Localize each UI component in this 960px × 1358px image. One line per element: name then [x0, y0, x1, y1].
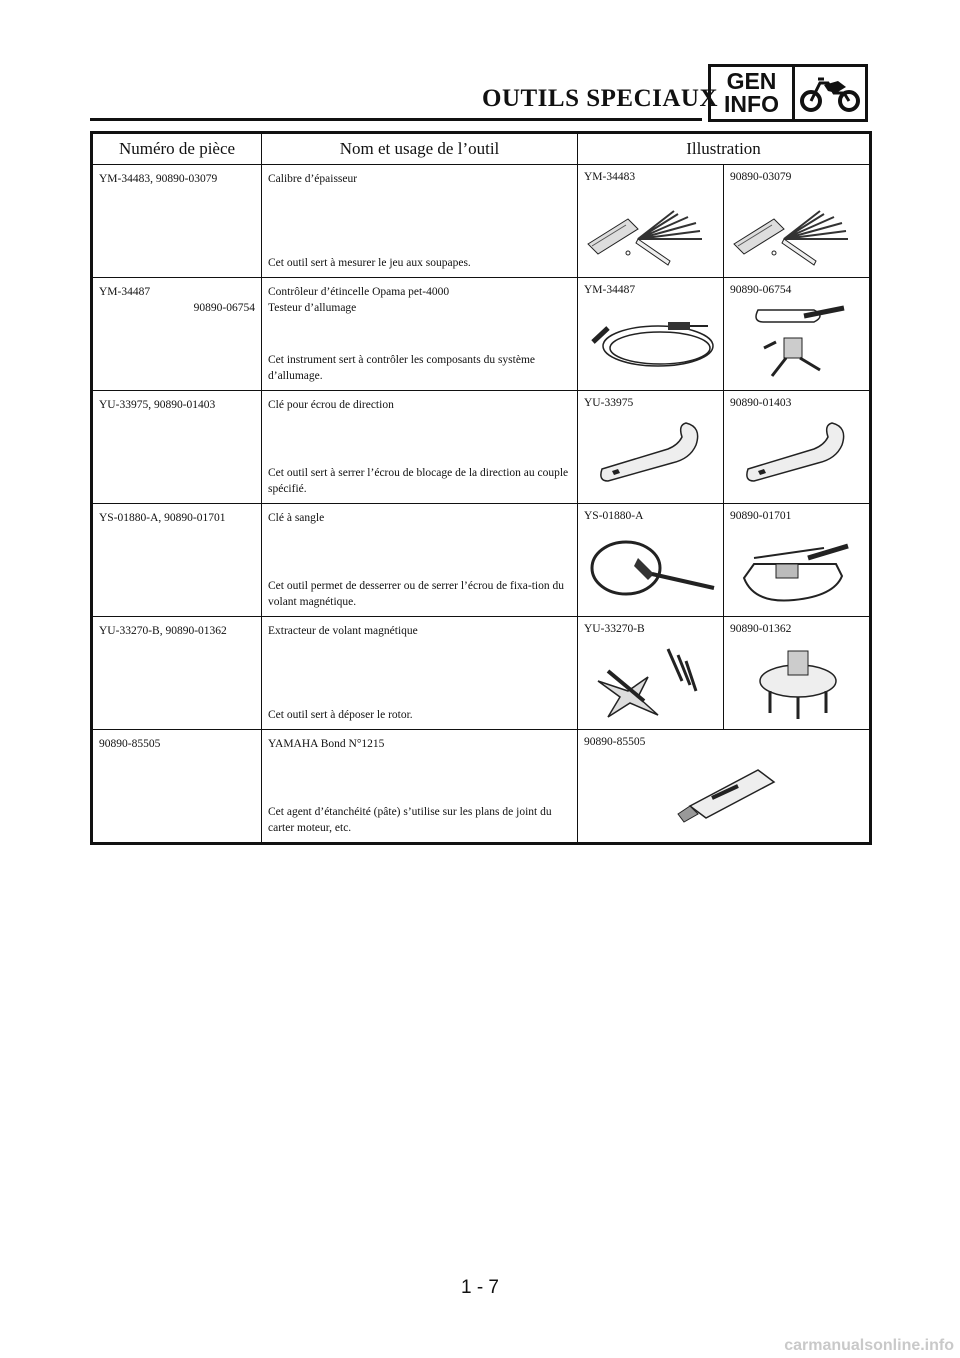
part-number: YU-33975, 90890-01403 — [99, 399, 216, 411]
tool-name-cell — [262, 730, 577, 842]
tool-name: Clé pour écrou de direction — [268, 399, 394, 411]
illustration-label: YS-01880-A — [584, 510, 644, 522]
flywheel-puller-illustration — [578, 641, 724, 727]
part-number-alt: 90890-06754 — [193, 302, 255, 314]
feeler-gauge-illustration — [724, 189, 870, 275]
tool-usage: Cet outil sert à serrer l’écrou de blocage de la direction au couple spécifié. — [268, 467, 569, 495]
tool-usage: Cet outil sert à déposer le rotor. — [268, 709, 413, 721]
illustration-label: 90890-85505 — [584, 736, 646, 748]
header-part-number: Numéro de pièce — [92, 133, 262, 165]
illustration-cell — [724, 391, 869, 503]
part-number: YU-33270-B, 90890-01362 — [99, 625, 227, 637]
flywheel-puller-illustration — [724, 641, 870, 727]
part-number: YM-34487 — [99, 286, 151, 298]
tool-name-alt: Testeur d’allumage — [268, 302, 357, 314]
illustration-label: 90890-06754 — [730, 284, 792, 296]
illustration-label: YU-33270-B — [584, 623, 645, 635]
part-number-cell — [93, 278, 261, 390]
illustration-cell — [578, 165, 723, 277]
tool-name-cell — [262, 617, 577, 729]
tool-usage: Cet agent d’étanchéité (pâte) s’utilise sur les plans de joint du carter moteur, etc. — [268, 806, 552, 834]
illustration-cell — [724, 165, 869, 277]
part-number-cell — [93, 391, 261, 503]
tool-usage: Cet outil sert à mesurer le jeu aux soupapes. — [268, 257, 471, 269]
illustration-label: 90890-01701 — [730, 510, 792, 522]
steering-nut-wrench-illustration — [724, 415, 870, 501]
table-row — [92, 730, 871, 844]
table-header-row — [92, 133, 871, 165]
part-number-cell — [93, 504, 261, 616]
gen-info-badge — [708, 64, 868, 122]
part-number: 90890-85505 — [99, 738, 161, 750]
illustration-label: YU-33975 — [584, 397, 634, 409]
header-rule — [90, 118, 702, 121]
badge-line-1: GEN — [726, 68, 777, 94]
gen-info-text — [711, 67, 795, 119]
watermark: carmanualsonline.info — [784, 1337, 954, 1354]
tool-name-cell — [262, 278, 577, 390]
table-row — [92, 617, 871, 730]
illustration-label: 90890-03079 — [730, 171, 792, 183]
illustration-cell — [578, 391, 723, 503]
tool-name-cell — [262, 165, 577, 277]
illustration-cell — [578, 278, 723, 390]
illustration-cell — [724, 617, 869, 729]
sealant-tube-illustration — [578, 754, 871, 840]
rotor-holder-illustration — [724, 528, 870, 614]
illustration-label: 90890-01403 — [730, 397, 792, 409]
table-row — [92, 504, 871, 617]
table-row — [92, 278, 871, 391]
tool-name: YAMAHA Bond N°1215 — [268, 738, 385, 750]
tool-name-cell — [262, 504, 577, 616]
illustration-cell — [578, 730, 869, 842]
table-row — [92, 391, 871, 504]
ignition-tester-illustration — [724, 302, 870, 388]
part-number-cell — [93, 617, 261, 729]
tool-usage: Cet outil permet de desserrer ou de serrer l’écrou de fixa-tion du volant magnétique. — [268, 580, 565, 608]
illustration-label: YM-34487 — [584, 284, 636, 296]
part-number: YM-34483, 90890-03079 — [99, 173, 218, 185]
illustration-label: YM-34483 — [584, 171, 636, 183]
part-number: YS-01880-A, 90890-01701 — [99, 512, 226, 524]
illustration-label: 90890-01362 — [730, 623, 792, 635]
tool-name: Calibre d’épaisseur — [268, 173, 358, 185]
part-number-cell — [93, 165, 261, 277]
tool-name: Clé à sangle — [268, 512, 325, 524]
page-title: OUTILS SPECIAUX — [482, 85, 719, 112]
spark-tester-cable-illustration — [578, 302, 724, 388]
page-number: 1 - 7 — [460, 1277, 500, 1298]
header-illustration: Illustration — [578, 133, 871, 165]
illustration-cell — [578, 504, 723, 616]
strap-wrench-illustration — [578, 528, 724, 614]
illustration-cell — [578, 617, 723, 729]
illustration-cell — [724, 278, 869, 390]
badge-line-2: INFO — [724, 91, 779, 117]
tool-usage: Cet instrument sert à contrôler les composants du système d’allumage. — [268, 354, 535, 382]
tool-name: Contrôleur d’étincelle Opama pet-4000 — [268, 286, 450, 298]
steering-nut-wrench-illustration — [578, 415, 724, 501]
header-tool-name: Nom et usage de l’outil — [262, 133, 578, 165]
feeler-gauge-illustration — [578, 189, 724, 275]
part-number-cell — [93, 730, 261, 842]
special-tools-table — [90, 131, 872, 845]
tool-name-cell — [262, 391, 577, 503]
tool-name: Extracteur de volant magnétique — [268, 625, 418, 637]
illustration-cell — [724, 504, 869, 616]
table-row — [92, 165, 871, 278]
motorcycle-icon — [795, 67, 865, 119]
